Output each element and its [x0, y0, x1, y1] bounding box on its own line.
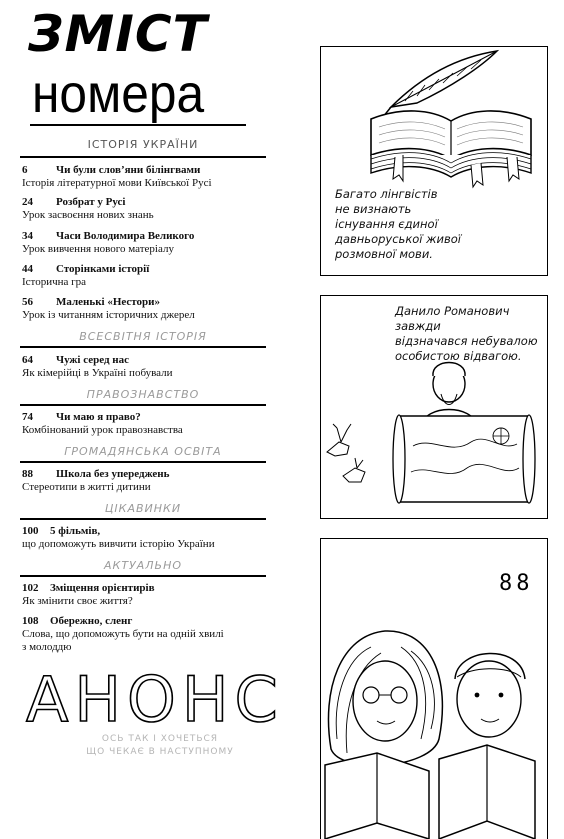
divider — [20, 575, 266, 577]
toc-item[interactable]: 108 Обережно, сленг Слова, що допоможуть бути на одній хвилі з молоддю — [22, 615, 224, 653]
illustration-panel-book — [320, 46, 548, 276]
title-underline — [30, 124, 246, 126]
title-zmist: ЗМІСТ — [28, 5, 208, 63]
title-nomera: номера — [32, 64, 205, 124]
toc-item[interactable]: 64 Чужі серед нас Як кімерійці в Україні побували — [22, 354, 173, 379]
anons-line: ОСЬ ТАК І ХОЧЕТЬСЯ — [101, 734, 219, 744]
section-law: ПРАВОЗНАВСТВО — [86, 388, 200, 401]
caption-linguists: Багато лінгвістів не визнають існування єдиної давньоруської живої розмовної мови. — [335, 187, 461, 261]
readers-illustration — [321, 539, 547, 839]
divider — [20, 518, 266, 520]
caption-danylo: Данило Романович завжди відзначався небувалою особистою відвагою. — [395, 304, 538, 363]
toc-item[interactable]: 100 5 фільмів, що допоможуть вивчити історію України — [22, 525, 215, 550]
illustration-panel-danylo — [320, 295, 548, 519]
anons-line: ЩО ЧЕКАЄ В НАСТУПНОМУ — [86, 747, 234, 757]
toc-item[interactable]: 24 Розбрат у Русі Урок засвоєння нових знань — [22, 196, 154, 221]
divider — [20, 346, 266, 348]
toc-item[interactable]: 102 Зміщення орієнтирів Як змінити своє життя? — [22, 582, 155, 607]
divider — [20, 156, 266, 158]
section-topical: АКТУАЛЬНО — [103, 559, 183, 572]
divider — [20, 404, 266, 406]
divider — [20, 461, 266, 463]
section-civic-education: ГРОМАДЯНСЬКА ОСВІТА — [64, 445, 222, 458]
anons-title: АНОНС — [26, 663, 284, 736]
section-history-ukraine: ІСТОРІЯ УКРАЇНИ — [87, 138, 199, 151]
section-curiosities: ЦІКАВИНКИ — [104, 502, 182, 515]
illustration-panel-readers — [320, 538, 548, 839]
toc-item[interactable]: 34 Часи Володимира Великого Урок вивчення нового матеріалу — [22, 230, 195, 255]
toc-item[interactable]: 74 Чи маю я право? Комбінований урок правознавства — [22, 411, 183, 436]
page-number: 88 — [499, 571, 534, 596]
danylo-map-illustration — [321, 296, 547, 518]
toc-item[interactable]: 44 Сторінками історії Історична гра — [22, 263, 150, 288]
section-world-history: ВСЕСВІТНЯ ІСТОРІЯ — [79, 330, 207, 343]
toc-item[interactable]: 88 Школа без упереджень Стереотипи в житті дитини — [22, 468, 170, 493]
toc-item[interactable]: 6 Чи були слов’яни білінгвами Історія літературної мови Київської Русі — [22, 164, 212, 189]
toc-item[interactable]: 56 Маленькі «Нестори» Урок із читанням історичних джерел — [22, 296, 195, 321]
